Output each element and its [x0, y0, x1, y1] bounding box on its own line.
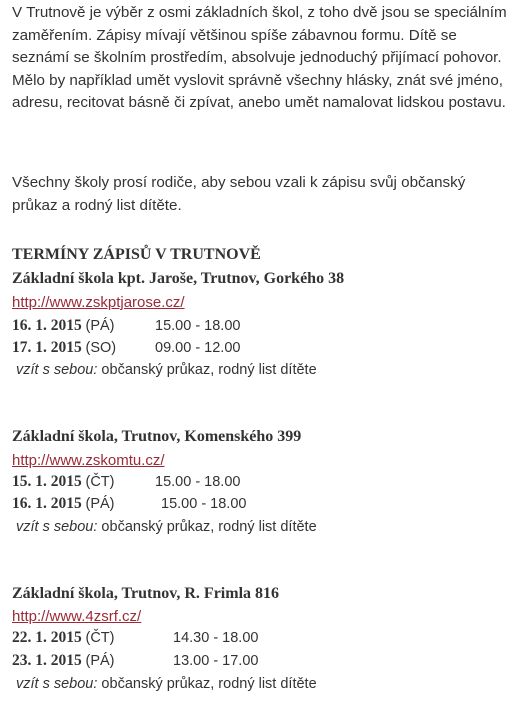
enrollment-day: (PÁ)	[85, 318, 115, 334]
bring-along-note	[16, 360, 317, 380]
enrollment-day: (PÁ)	[85, 653, 115, 669]
enrollment-date-row	[12, 494, 247, 514]
enrollment-date: 22. 1. 2015	[12, 629, 82, 646]
school-website-link[interactable]: http://www.zskomtu.cz/	[12, 452, 165, 469]
enrollment-time: 15.00 - 18.00	[161, 496, 247, 512]
enrollment-date-row	[12, 338, 241, 358]
enrollment-date: 17. 1. 2015	[12, 339, 82, 356]
enrollment-date-row	[12, 316, 241, 336]
enrollment-day: (SO)	[85, 340, 117, 356]
bring-along-text: občanský průkaz, rodný list dítěte	[97, 519, 317, 535]
intro-paragraph-documents: Všechny školy prosí rodiče, aby sebou vzali k zápisu svůj občanský průkaz a rodný list dítěte.	[12, 174, 466, 214]
enrollment-time: 13.00 - 17.00	[173, 653, 259, 669]
school-website-link[interactable]: http://www.4zsrf.cz/	[12, 608, 142, 625]
bring-along-label: vzít s sebou:	[16, 519, 98, 535]
bring-along-text: občanský průkaz, rodný list dítěte	[97, 676, 317, 692]
enrollment-time: 15.00 - 18.00	[155, 318, 241, 334]
enrollment-day: (ČT)	[85, 630, 115, 646]
enrollment-day: (ČT)	[85, 474, 115, 490]
school-title: Základní škola kpt. Jaroše, Trutnov, Gorkého 38	[12, 270, 345, 287]
enrollment-date-row	[12, 472, 241, 492]
enrollment-time: 09.00 - 12.00	[155, 340, 241, 356]
school-title: Základní škola, Trutnov, Komenského 399	[12, 428, 302, 445]
bring-along-note	[16, 517, 317, 537]
bring-along-label: vzít s sebou:	[16, 676, 98, 692]
intro-paragraph: V Trutnově je výběr z osmi základních škol, z toho dvě jsou se speciálním zaměřením. Zápisy mívají většinou spíše zábavnou formu. Dítě se seznámí se školním prostředím, absolvuje jednoduchý přijímací pohovor. Mělo by například umět vyslovit správně všechny hlásky, znát své jméno, adresu, recitovat básně či zpívat, anebo umět namalovat lidskou postavu.	[12, 4, 507, 111]
enrollment-time: 14.30 - 18.00	[173, 630, 259, 646]
enrollment-date: 23. 1. 2015	[12, 652, 82, 669]
enrollment-date-row	[12, 628, 259, 648]
bring-along-text: občanský průkaz, rodný list dítěte	[97, 362, 317, 378]
enrollment-time: 15.00 - 18.00	[155, 474, 241, 490]
section-heading: TERMÍNY ZÁPISŮ V TRUTNOVĚ	[12, 246, 261, 263]
bring-along-note	[16, 674, 317, 694]
enrollment-date: 16. 1. 2015	[12, 495, 82, 512]
enrollment-date: 16. 1. 2015	[12, 317, 82, 334]
school-title: Základní škola, Trutnov, R. Frimla 816	[12, 585, 280, 602]
enrollment-day: (PÁ)	[85, 496, 115, 512]
enrollment-date-row	[12, 651, 259, 671]
enrollment-date: 15. 1. 2015	[12, 473, 82, 490]
bring-along-label: vzít s sebou:	[16, 362, 98, 378]
school-website-link[interactable]: http://www.zskptjarose.cz/	[12, 294, 185, 311]
